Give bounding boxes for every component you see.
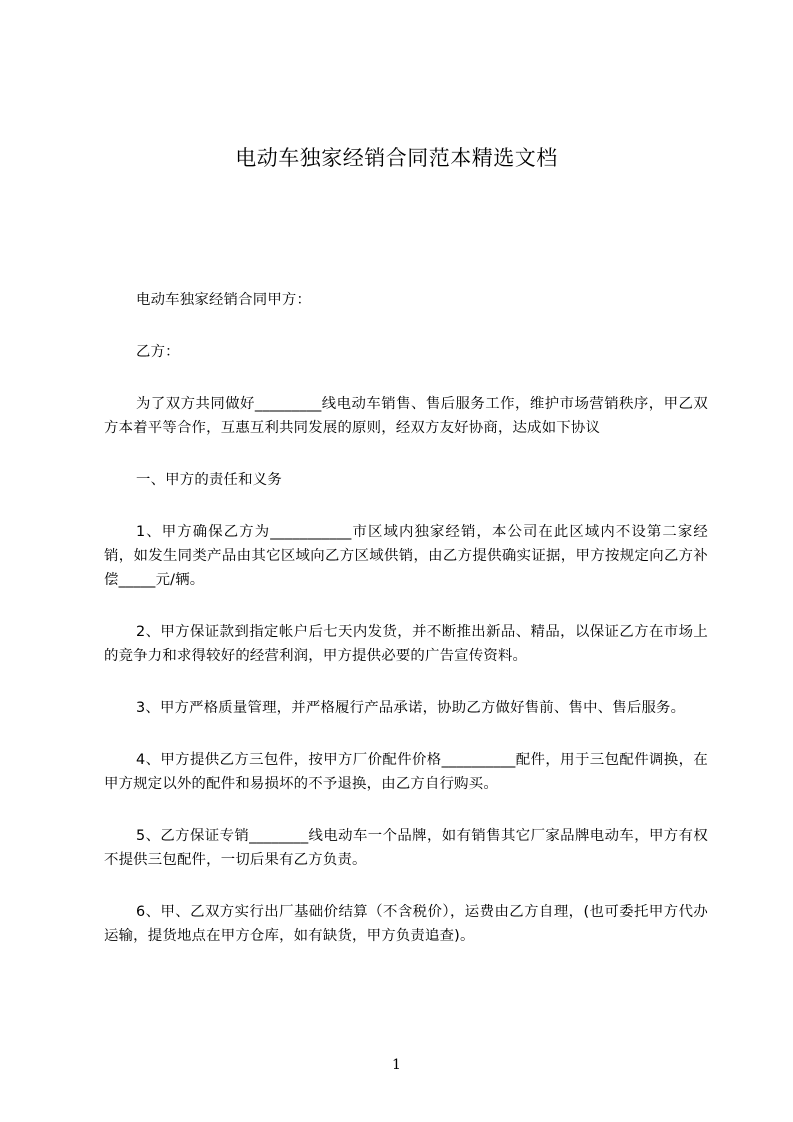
preamble-paragraph: 为了双方共同做好_________线电动车销售、售后服务工作，维护市场营销秩序，甲乙双方本着平等合作，互惠互利共同发展的原则，经双方友好协商，达成如下协议	[104, 396, 708, 436]
section-heading: 一、甲方的责任和义务	[136, 472, 282, 488]
clause-2: 2、甲方保证款到指定帐户后七天内发货，并不断推出新品、精品，以保证乙方在市场上的竞争力和求得较好的经营利润，甲方提供必要的广告宣传资料。	[104, 624, 708, 664]
party-b-line: 乙方：	[136, 344, 180, 360]
page-number: 1	[392, 1057, 401, 1073]
party-a-line: 电动车独家经销合同甲方：	[136, 292, 312, 308]
clause-4: 4、甲方提供乙方三包件，按甲方厂价配件价格__________配件，用于三包配件调换，在甲方规定以外的配件和易损坏的不予退换，由乙方自行购买。	[104, 752, 708, 792]
document-body	[104, 288, 708, 976]
document-title: 电动车独家经销合同范本精选文档	[235, 146, 558, 170]
clause-1: 1、甲方确保乙方为___________市区域内独家经销，本公司在此区域内不设第二家经销，如发生同类产品由其它区域向乙方区域供销，由乙方提供确实证据，甲方按规定向乙方补偿_____元/辆。	[104, 524, 708, 588]
clause-3: 3、甲方严格质量管理，并严格履行产品承诺，协助乙方做好售前、售中、售后服务。	[136, 700, 686, 716]
clause-5: 5、乙方保证专销________线电动车一个品牌，如有销售其它厂家品牌电动车，甲方有权不提供三包配件，一切后果有乙方负责。	[104, 828, 708, 868]
clause-6: 6、甲、乙双方实行出厂基础价结算（不含税价），运费由乙方自理，(也可委托甲方代办运输，提货地点在甲方仓库，如有缺货，甲方负责追查)。	[104, 904, 708, 944]
